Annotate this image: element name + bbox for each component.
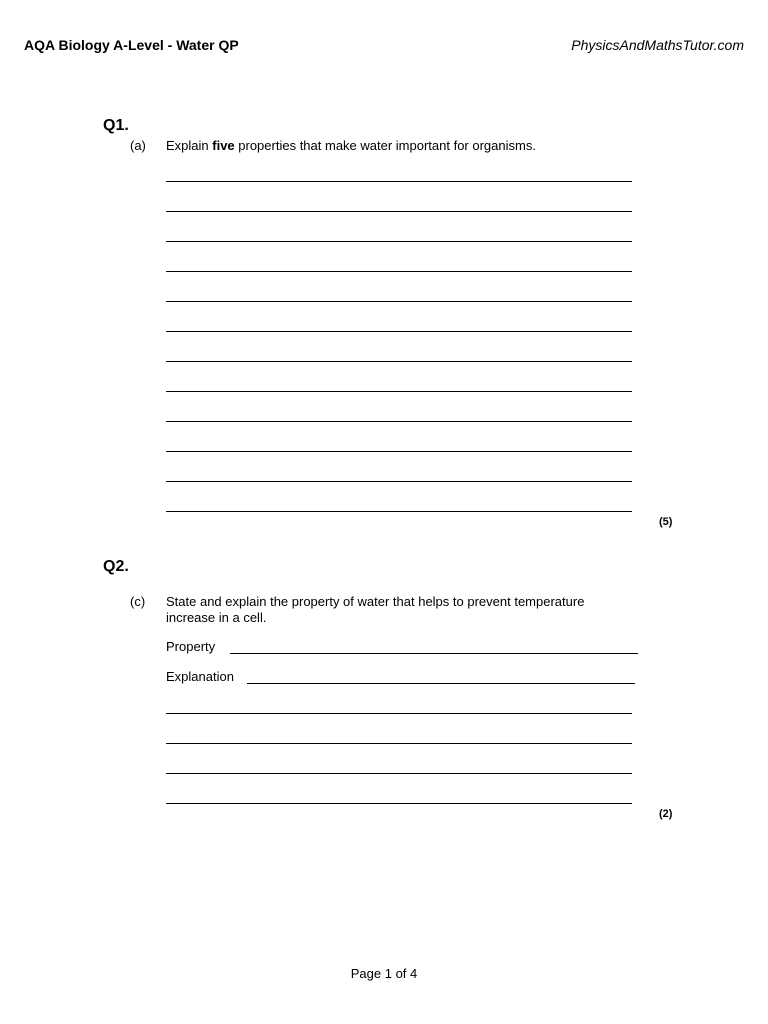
explanation-label: Explanation: [166, 669, 234, 684]
answer-line[interactable]: [166, 241, 632, 242]
answer-line[interactable]: [166, 511, 632, 512]
page-footer: [0, 966, 768, 981]
property-answer-line[interactable]: [230, 653, 638, 654]
of-word: of: [395, 966, 407, 981]
property-label: Property: [166, 639, 216, 654]
question-2-part-label: (c): [130, 594, 146, 609]
question-2-marks: (2): [659, 808, 673, 820]
answer-line[interactable]: [166, 361, 632, 362]
question-1-number: Q1.: [103, 117, 129, 134]
question-1-prompt: [166, 138, 536, 154]
question-1-prompt-end: properties that make water important for organisms.: [234, 138, 536, 153]
answer-line[interactable]: [166, 211, 632, 212]
question-1-prompt-start: Explain: [166, 138, 213, 153]
answer-line[interactable]: [166, 271, 632, 272]
answer-line[interactable]: [166, 713, 632, 714]
question-2-prompt: [166, 594, 584, 626]
question-2-prompt-line-2: increase in a cell.: [166, 610, 267, 625]
question-1-part-label: (a): [130, 138, 146, 153]
question-2-prompt-line-1: State and explain the property of water that helps to prevent temperature: [166, 594, 585, 609]
document-title: AQA Biology A-Level - Water QP: [24, 37, 239, 53]
answer-line[interactable]: [166, 481, 632, 482]
site-name: PhysicsAndMathsTutor.com: [571, 37, 744, 53]
page-word: Page: [350, 966, 382, 981]
question-2-number: Q2.: [103, 558, 129, 575]
answer-line[interactable]: [166, 743, 632, 744]
answer-line[interactable]: [166, 391, 632, 392]
answer-line[interactable]: [166, 301, 632, 302]
answer-line[interactable]: [166, 773, 632, 774]
answer-line[interactable]: [166, 181, 632, 182]
page-total: 4: [410, 966, 418, 981]
explanation-answer-line[interactable]: [247, 683, 635, 684]
answer-line[interactable]: [166, 451, 632, 452]
question-1-marks: (5): [659, 516, 673, 528]
answer-line[interactable]: [166, 803, 632, 804]
answer-line[interactable]: [166, 331, 632, 332]
question-1-prompt-emphasis: five: [212, 138, 235, 153]
page-number: 1: [384, 966, 392, 981]
answer-line[interactable]: [166, 421, 632, 422]
